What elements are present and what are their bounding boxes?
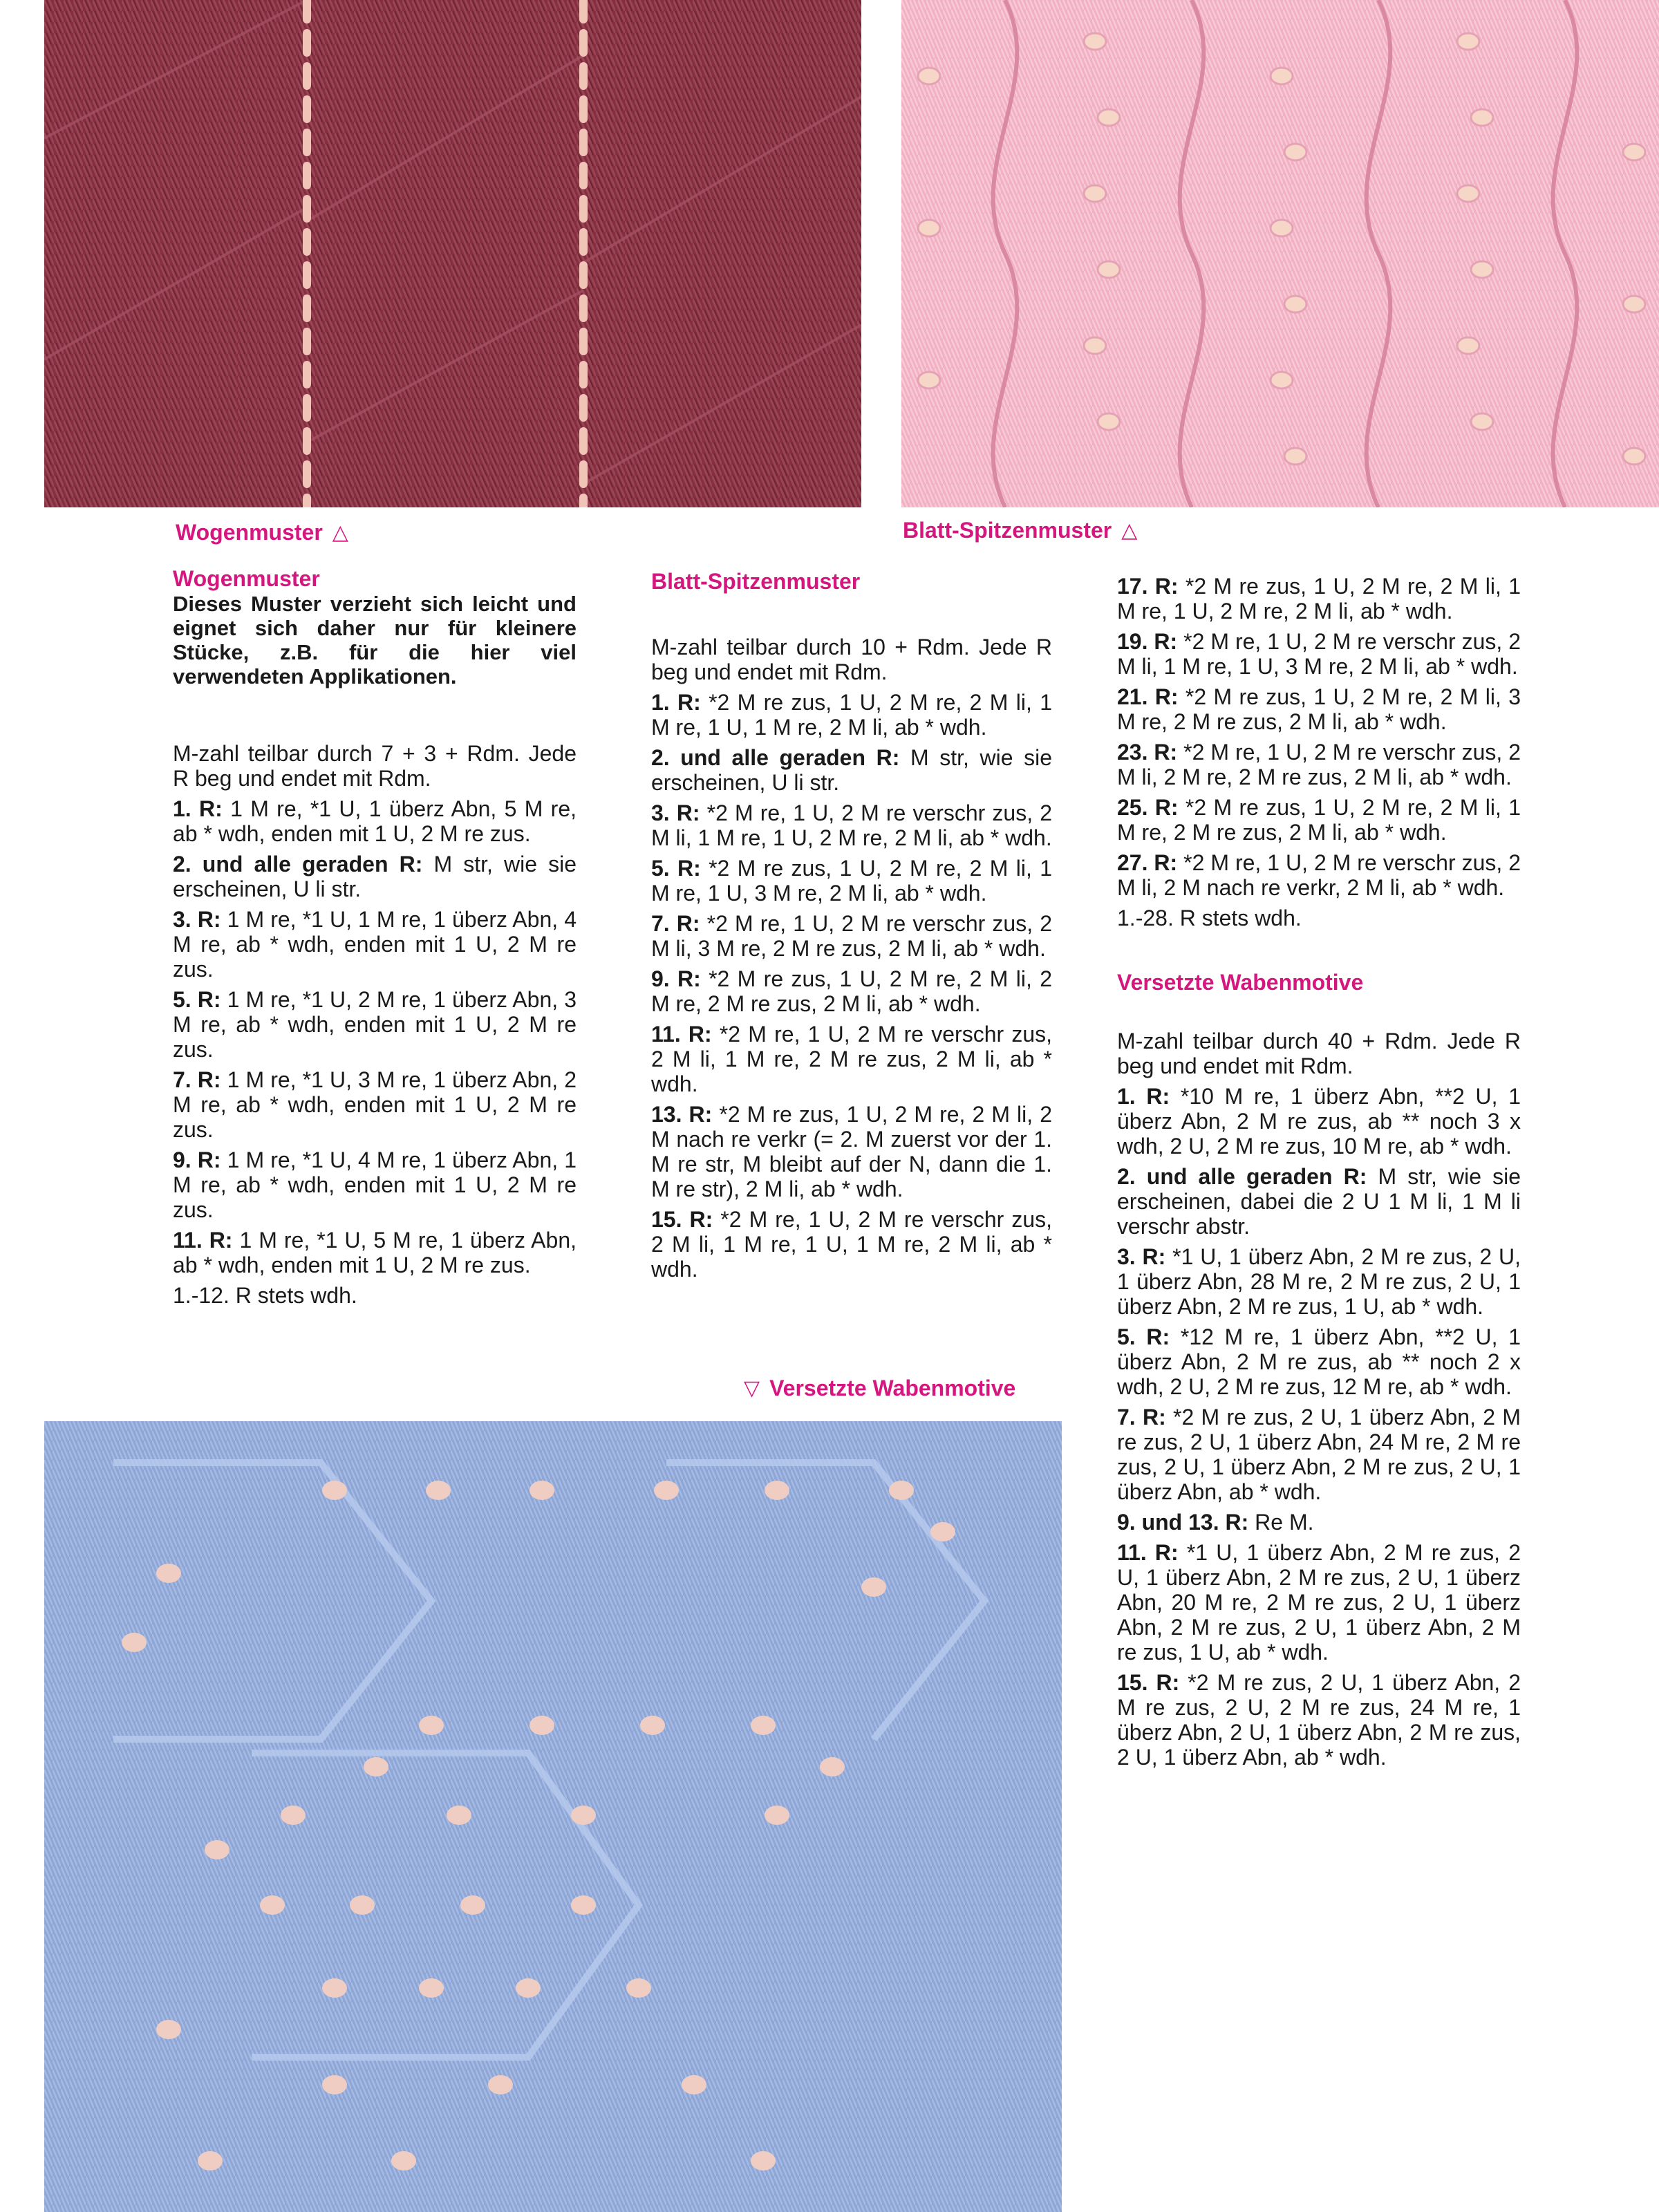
wogenmuster-photo <box>44 0 861 507</box>
row-text: *2 M re zus, 1 U, 2 M re, 2 M li, 1 M re, 1 U, 2 M re, 2 M li, ab * wdh. <box>1117 574 1521 624</box>
row-label: 3. R: <box>651 800 700 825</box>
row-text: *2 M re, 1 U, 2 M re verschr zus, 2 M li, 1 M re, 1 U, 1 M re, 2 M li, ab * wdh. <box>651 1207 1053 1282</box>
row-label: 13. R: <box>651 1102 713 1127</box>
wogenmuster-title: Wogenmuster <box>173 566 320 591</box>
wogenmuster-intro: Dieses Muster verzieht sich leicht und eignet sich daher nur für kleinere Stücke, z.B. für die hier viel verwendeten Applikationen. <box>173 592 577 688</box>
row-label: 3. R: <box>173 907 221 932</box>
instruction-step <box>651 1102 1052 1201</box>
row-text: *2 M re, 1 U, 2 M re verschr zus, 2 M li, 2 M re, 2 M re zus, 2 M li, ab * wdh. <box>1117 740 1521 789</box>
row-text: *2 M re zus, 1 U, 2 M re, 2 M li, 1 M re, 1 U, 3 M re, 2 M li, ab * wdh. <box>651 856 1053 906</box>
row-label: 9. R: <box>651 966 701 991</box>
row-label: 1. R: <box>173 796 223 821</box>
row-label: 7. R: <box>173 1067 221 1092</box>
caption-waben-label: Versetzte Wabenmotive <box>769 1376 1016 1400</box>
row-text: 1 M re, *1 U, 1 M re, 1 überz Abn, 4 M re, ab * wdh, enden mit 1 U, 2 M re zus. <box>173 907 577 982</box>
row-text: 1 M re, *1 U, 2 M re, 1 überz Abn, 3 M re, ab * wdh, enden mit 1 U, 2 M re zus. <box>173 987 577 1062</box>
instruction-step <box>651 966 1052 1016</box>
row-label: 15. R: <box>651 1207 713 1232</box>
row-label: 3. R: <box>1117 1244 1166 1269</box>
row-label: 15. R: <box>1117 1670 1180 1695</box>
instruction-step <box>173 852 577 901</box>
row-text: M-zahl teilbar durch 10 + Rdm. Jede R beg und endet mit Rdm. <box>651 635 1052 684</box>
instruction-step <box>1117 740 1521 789</box>
row-text: M-zahl teilbar durch 7 + 3 + Rdm. Jede R beg und endet mit Rdm. <box>173 741 577 791</box>
instruction-step <box>651 1207 1052 1282</box>
row-text: *1 U, 1 überz Abn, 2 M re zus, 2 U, 1 überz Abn, 2 M re zus, 2 U, 1 überz Abn, 20 M re, 2 M re zus, 2 U, 1 überz Abn, 2 M re zus, 2 U, 1 überz Abn, 2 M re zus, 1 U, ab * wdh. <box>1117 1540 1521 1665</box>
instruction-step <box>1117 1510 1521 1535</box>
instruction-step <box>173 741 577 791</box>
instruction-step <box>173 796 577 846</box>
instruction-step <box>651 856 1052 906</box>
wabenmotive-title: Versetzte Wabenmotive <box>1117 970 1364 995</box>
row-label: 23. R: <box>1117 740 1178 765</box>
row-text: M str, wie sie erscheinen, dabei die 2 U 1 M li, 1 M li verschr abstr. <box>1117 1164 1521 1239</box>
row-label: 5. R: <box>1117 1324 1170 1349</box>
row-text: M str, wie sie erscheinen, U li str. <box>651 745 1053 795</box>
instruction-step <box>1117 684 1521 734</box>
row-text: 1.-12. R stets wdh. <box>173 1283 357 1308</box>
instruction-step <box>1117 906 1521 930</box>
instruction-step <box>651 911 1052 961</box>
row-text: *2 M re zus, 1 U, 2 M re, 2 M li, 3 M re, 2 M re zus, 2 M li, ab * wdh. <box>1117 684 1521 734</box>
instruction-step <box>1117 574 1521 624</box>
row-text: *12 M re, 1 überz Abn, **2 U, 1 überz Abn, 2 M re zus, ab ** noch 2 x wdh, 2 U, 2 M re zus, 12 M re, ab * wdh. <box>1117 1324 1521 1399</box>
instruction-step <box>1117 1324 1521 1399</box>
caption-wogenmuster-label: Wogenmuster <box>176 520 323 545</box>
wogenmuster-steps <box>173 741 577 1308</box>
row-text: *2 M re, 1 U, 2 M re verschr zus, 2 M li, 1 M re, 1 U, 3 M re, 2 M li, ab * wdh. <box>1117 629 1521 679</box>
row-text: *2 M re zus, 1 U, 2 M re, 2 M li, 2 M nach re verkr (= 2. M zuerst vor der 1. M re str, M bleibt auf der N, dann die 1. M re str), 2 M li, ab * wdh. <box>651 1102 1053 1201</box>
caption-wogenmuster <box>176 520 348 545</box>
row-label: 11. R: <box>651 1022 712 1047</box>
instruction-step <box>651 1022 1052 1096</box>
instruction-step <box>173 1067 577 1142</box>
row-label: 27. R: <box>1117 850 1178 875</box>
instruction-step <box>1117 1244 1521 1319</box>
row-label: 2. und alle geraden R: <box>651 745 900 770</box>
row-label: 17. R: <box>1117 574 1179 599</box>
row-text: *2 M re zus, 2 U, 1 überz Abn, 2 M re zus, 2 U, 1 überz Abn, 24 M re, 2 M re zus, 2 U, 1 überz Abn, 2 M re zus, 2 U, 1 überz Abn, ab * wdh. <box>1117 1405 1521 1504</box>
row-text: *2 M re, 1 U, 2 M re verschr zus, 2 M li, 2 M nach re verkr, 2 M li, ab * wdh. <box>1117 850 1521 900</box>
row-label: 19. R: <box>1117 629 1178 654</box>
blatt-spitzenmuster-photo <box>901 0 1659 507</box>
instruction-step <box>1117 1029 1521 1078</box>
instruction-step <box>1117 629 1521 679</box>
row-text: M str, wie sie erscheinen, U li str. <box>173 852 577 901</box>
instruction-step <box>1117 1405 1521 1504</box>
row-label: 11. R: <box>173 1228 233 1253</box>
wabenmotive-steps <box>1117 1029 1521 1770</box>
row-label: 1. R: <box>651 690 701 715</box>
instruction-step <box>651 690 1052 740</box>
instruction-step <box>1117 795 1521 845</box>
right-column <box>1117 574 1521 1775</box>
row-label: 25. R: <box>1117 795 1179 820</box>
row-label: 9. R: <box>173 1147 221 1172</box>
row-text: *2 M re, 1 U, 2 M re verschr zus, 2 M li, 1 M re, 1 U, 2 M re, 2 M li, ab * wdh. <box>651 800 1053 850</box>
row-label: 7. R: <box>651 911 700 936</box>
wabenmotive-photo <box>44 1421 1062 2212</box>
row-label: 2. und alle geraden R: <box>1117 1164 1367 1189</box>
row-label: 2. und alle geraden R: <box>173 852 423 877</box>
down-triangle-icon: ▽ <box>744 1377 760 1400</box>
caption-wabenmotive <box>744 1376 1015 1401</box>
row-text: 1 M re, *1 U, 4 M re, 1 überz Abn, 1 M re, ab * wdh, enden mit 1 U, 2 M re zus. <box>173 1147 577 1222</box>
instruction-step <box>173 1228 577 1277</box>
instruction-step <box>173 1283 577 1308</box>
row-text: *2 M re, 1 U, 2 M re verschr zus, 2 M li, 1 M re, 2 M re zus, 2 M li, ab * wdh. <box>651 1022 1053 1096</box>
blatt-spitzenmuster-steps <box>651 635 1052 1282</box>
instruction-step <box>1117 1540 1521 1665</box>
instruction-step <box>173 1147 577 1222</box>
row-text: *2 M re zus, 1 U, 2 M re, 2 M li, 2 M re, 2 M re zus, 2 M li, ab * wdh. <box>651 966 1053 1016</box>
caption-blatt-label: Blatt-Spitzenmuster <box>903 518 1112 543</box>
instruction-step <box>651 635 1052 684</box>
row-label: 9. und 13. R: <box>1117 1510 1249 1535</box>
row-text: *1 U, 1 überz Abn, 2 M re zus, 2 U, 1 überz Abn, 28 M re, 2 M re zus, 2 U, 1 überz Abn, 2 M re zus, 1 U, ab * wdh. <box>1117 1244 1521 1319</box>
instruction-step <box>1117 1164 1521 1239</box>
blatt-spitzenmuster-steps-continued <box>1117 574 1521 930</box>
row-text: 1.-28. R stets wdh. <box>1117 906 1302 930</box>
row-label: 1. R: <box>1117 1084 1170 1109</box>
wogenmuster-instructions <box>173 565 577 1313</box>
instruction-step <box>1117 1084 1521 1159</box>
row-text: Re M. <box>1248 1510 1314 1535</box>
row-text: 1 M re, *1 U, 3 M re, 1 überz Abn, 2 M re, ab * wdh, enden mit 1 U, 2 M re zus. <box>173 1067 577 1142</box>
blatt-spitzenmuster-title: Blatt-Spitzenmuster <box>651 569 861 594</box>
instruction-step <box>651 745 1052 795</box>
row-label: 21. R: <box>1117 684 1179 709</box>
instruction-step <box>173 987 577 1062</box>
row-text: *2 M re zus, 1 U, 2 M re, 2 M li, 1 M re, 2 M re zus, 2 M li, ab * wdh. <box>1117 795 1521 845</box>
blatt-spitzenmuster-instructions <box>651 568 1052 1287</box>
instruction-step <box>173 907 577 982</box>
row-text: *2 M re zus, 2 U, 1 überz Abn, 2 M re zus, 2 U, 2 M re zus, 24 M re, 1 überz Abn, 2 U, 1 überz Abn, 2 M re zus, 2 U, 1 überz Abn, ab * wdh. <box>1117 1670 1521 1770</box>
row-label: 5. R: <box>173 987 221 1012</box>
instruction-step <box>651 800 1052 850</box>
row-label: 5. R: <box>651 856 701 881</box>
row-label: 7. R: <box>1117 1405 1166 1430</box>
row-text: *2 M re zus, 1 U, 2 M re, 2 M li, 1 M re, 1 U, 1 M re, 2 M li, ab * wdh. <box>651 690 1053 740</box>
instruction-step <box>1117 850 1521 900</box>
row-text: M-zahl teilbar durch 40 + Rdm. Jede R beg und endet mit Rdm. <box>1117 1029 1521 1078</box>
row-text: 1 M re, *1 U, 5 M re, 1 überz Abn, ab * wdh, enden mit 1 U, 2 M re zus. <box>173 1228 577 1277</box>
up-triangle-icon: △ <box>1121 519 1138 542</box>
row-text: 1 M re, *1 U, 1 überz Abn, 5 M re, ab * wdh, enden mit 1 U, 2 M re zus. <box>173 796 577 846</box>
up-triangle-icon: △ <box>332 521 348 544</box>
caption-blatt-spitzenmuster <box>903 518 1137 543</box>
row-text: *2 M re, 1 U, 2 M re verschr zus, 2 M li, 3 M re, 2 M re zus, 2 M li, ab * wdh. <box>651 911 1053 961</box>
row-text: *10 M re, 1 überz Abn, **2 U, 1 überz Abn, 2 M re zus, ab ** noch 3 x wdh, 2 U, 2 M re zus, 10 M re, ab * wdh. <box>1117 1084 1521 1159</box>
instruction-step <box>1117 1670 1521 1770</box>
row-label: 11. R: <box>1117 1540 1179 1565</box>
